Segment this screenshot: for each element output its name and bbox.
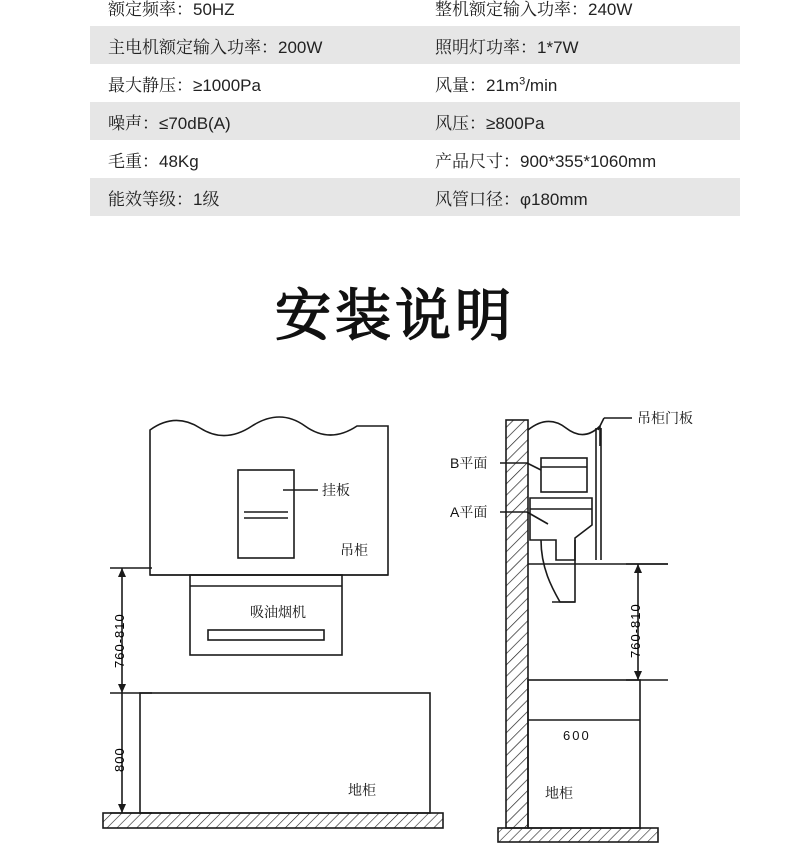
table-row [90,140,740,178]
spec-cell-left: 噪声：≤70dB(A) [90,102,413,140]
spec-cell-right: 整机额定输入功率：240W [435,0,633,19]
spec-cell-left: 额定频率：50HZ [108,0,235,19]
spec-cell-right: 风压：≥800Pa [413,102,740,140]
table-row [90,178,740,216]
table-row [90,102,740,140]
label-plane-b: B平面 [450,455,488,471]
spec-cell-right: 产品尺寸：900*355*1060mm [435,151,657,171]
dimension-depth-right: 600 [563,728,591,743]
installation-diagram [0,390,790,844]
spec-cell-right: 照明灯功率：1*7W [413,26,740,64]
label-floor-cabinet-right: 地柜 [545,785,573,801]
spec-cell-left: 毛重：48Kg [108,151,199,171]
spec-cell-right: 风管口径：φ180mm [413,178,740,216]
label-plane-a: A平面 [450,504,488,520]
label-floor-cabinet-left: 地柜 [348,782,376,798]
dimension-counter-left: 800 [112,747,127,772]
label-range-hood: 吸油烟机 [250,604,306,620]
spec-cell-left: 最大静压：≥1000Pa [108,75,261,95]
table-row [90,26,740,64]
label-cabinet-door: 吊柜门板 [637,410,693,426]
page-title: 安装说明 [275,284,515,349]
label-cabinet: 吊柜 [340,542,368,558]
spec-cell-left: 能效等级：1级 [90,178,413,216]
spec-cell-right: 风量：$21m^3/\min$ [435,74,558,95]
table-row [90,0,740,26]
spec-cell-left: 主电机额定输入功率：200W [90,26,413,64]
specification-table [90,0,740,216]
dimension-height-right: 760-810 [628,603,643,658]
table-row [90,64,740,102]
dimension-height-left: 760-810 [112,613,127,668]
label-hanging-plate: 挂板 [322,482,350,498]
